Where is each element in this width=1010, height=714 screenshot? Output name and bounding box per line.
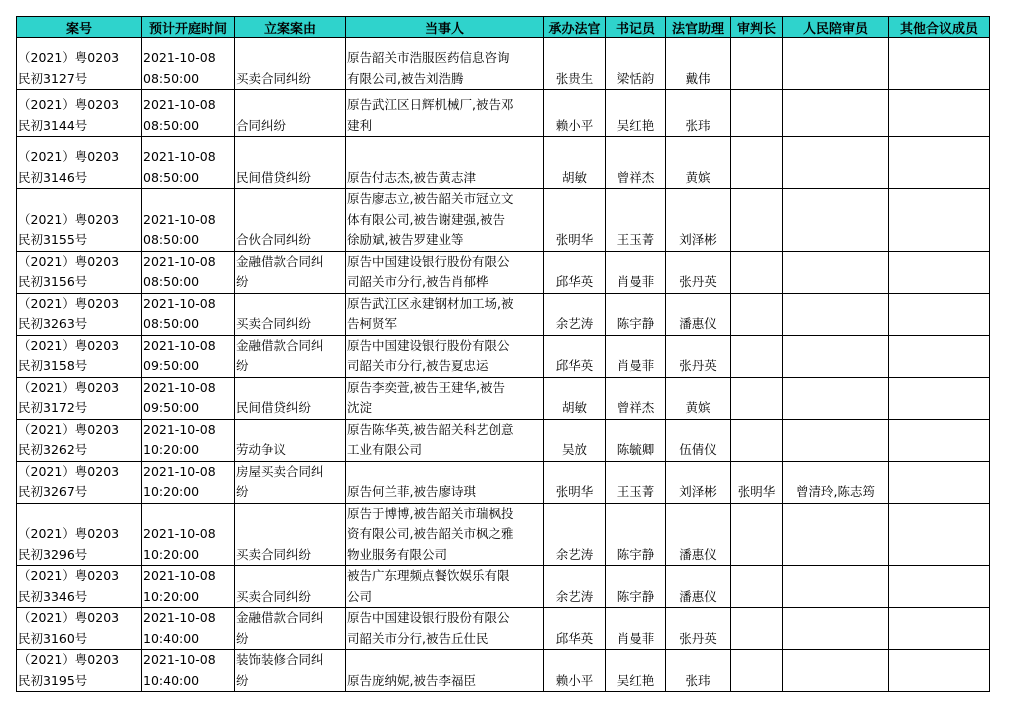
cell-case-no xyxy=(17,377,142,419)
cell-other-members xyxy=(889,650,990,692)
cell-parties-line: 原告何兰菲,被告廖诗琪 xyxy=(347,484,476,499)
cell-assessors xyxy=(783,137,889,189)
cell-hearing-time-line: 2021-10-08 xyxy=(143,337,216,353)
cell-parties xyxy=(346,251,544,293)
cell-case-no xyxy=(17,503,142,566)
cell-cause xyxy=(235,566,346,608)
cell-judge: 胡敏 xyxy=(544,377,606,419)
cell-cause-line: 金融借款合同纠 xyxy=(236,337,324,353)
cell-cause-line: 买卖合同纠纷 xyxy=(236,316,312,331)
cell-judge: 余艺涛 xyxy=(544,293,606,335)
cell-other-members xyxy=(889,293,990,335)
cell-hearing-time-line: 2021-10-08 xyxy=(143,379,216,395)
cell-judge: 张明华 xyxy=(544,461,606,503)
cell-parties xyxy=(346,566,544,608)
cell-judge: 胡敏 xyxy=(544,137,606,189)
cell-case-no-line: （2021）粤0203 xyxy=(18,211,120,227)
cell-assistant: 潘惠仪 xyxy=(666,566,731,608)
cell-hearing-time xyxy=(142,419,235,461)
cell-cause-line: 纷 xyxy=(236,274,249,289)
cell-assessors xyxy=(783,566,889,608)
cell-case-no-line: 民初3267号 xyxy=(18,484,88,499)
cell-case-no-line: 民初3158号 xyxy=(18,358,88,373)
cell-judge: 吴放 xyxy=(544,419,606,461)
cell-hearing-time-line: 2021-10-08 xyxy=(143,526,216,541)
table-row xyxy=(17,608,990,650)
cell-cause-line: 买卖合同纠纷 xyxy=(236,546,312,562)
cell-judge: 邱华英 xyxy=(544,251,606,293)
cell-hearing-time xyxy=(142,335,235,377)
cell-hearing-time xyxy=(142,377,235,419)
cell-hearing-time xyxy=(142,38,235,90)
cell-parties xyxy=(346,419,544,461)
cell-clerk: 曾祥杰 xyxy=(606,137,666,189)
cell-parties-line: 被告广东理频点餐饮娱乐有限 xyxy=(347,568,510,583)
cell-cause xyxy=(235,377,346,419)
cell-cause xyxy=(235,608,346,650)
cell-parties xyxy=(346,503,544,566)
cell-case-no-line: （2021）粤0203 xyxy=(18,379,120,395)
header-assessors: 人民陪审员 xyxy=(783,17,889,38)
cell-parties-line: 司韶关市分行,被告丘仕民 xyxy=(347,630,489,646)
cell-case-no-line: 民初3263号 xyxy=(18,316,88,331)
cell-parties-line: 原告武江区永建钢材加工场,被 xyxy=(347,295,514,311)
cell-judge: 张贵生 xyxy=(544,38,606,90)
cell-case-no xyxy=(17,137,142,189)
cell-parties-line: 物业服务有限公司 xyxy=(347,546,448,562)
cell-presiding-judge xyxy=(731,566,783,608)
cell-hearing-time-line: 2021-10-08 xyxy=(143,568,216,583)
cell-case-no xyxy=(17,566,142,608)
cell-clerk: 陈宇静 xyxy=(606,566,666,608)
cell-clerk: 陈宇静 xyxy=(606,503,666,566)
cell-case-no xyxy=(17,650,142,692)
cell-case-no xyxy=(17,189,142,252)
cell-assistant: 张丹英 xyxy=(666,608,731,650)
cell-hearing-time-line: 2021-10-08 xyxy=(143,652,216,667)
cell-other-members xyxy=(889,251,990,293)
cell-hearing-time-line: 10:20:00 xyxy=(143,546,200,562)
cell-parties-line: 告柯贤军 xyxy=(347,316,398,331)
cell-case-no-line: 民初3262号 xyxy=(18,442,88,457)
cell-cause-line: 纷 xyxy=(236,630,249,646)
cell-hearing-time xyxy=(142,293,235,335)
cell-clerk: 陈宇静 xyxy=(606,293,666,335)
cell-assessors xyxy=(783,251,889,293)
cell-parties-line: 原告陈华英,被告韶关科艺创意 xyxy=(347,421,514,437)
cell-parties-line: 沈淀 xyxy=(347,400,373,415)
cell-cause xyxy=(235,461,346,503)
table-row xyxy=(17,251,990,293)
cell-cause xyxy=(235,90,346,137)
cell-case-no-line: 民初3146号 xyxy=(18,169,88,185)
header-cause: 立案案由 xyxy=(235,17,346,38)
cell-clerk: 肖曼菲 xyxy=(606,608,666,650)
cell-hearing-time-line: 08:50:00 xyxy=(143,70,200,86)
table-row xyxy=(17,293,990,335)
cell-hearing-time-line: 08:50:00 xyxy=(143,117,200,133)
cell-other-members xyxy=(889,38,990,90)
cell-other-members xyxy=(889,608,990,650)
cell-assistant: 刘泽彬 xyxy=(666,189,731,252)
cell-case-no-line: （2021）粤0203 xyxy=(18,97,120,112)
cell-parties xyxy=(346,38,544,90)
cell-hearing-time-line: 10:20:00 xyxy=(143,588,200,604)
cell-case-no-line: （2021）粤0203 xyxy=(18,295,120,311)
cell-hearing-time-line: 2021-10-08 xyxy=(143,421,216,437)
cell-case-no xyxy=(17,335,142,377)
cell-case-no xyxy=(17,90,142,137)
cell-parties-line: 资有限公司,被告韶关市枫之雅 xyxy=(347,526,514,541)
table-row xyxy=(17,377,990,419)
cell-judge: 余艺涛 xyxy=(544,503,606,566)
cell-parties-line: 体有限公司,被告谢建强,被告 xyxy=(347,211,505,227)
cell-assessors xyxy=(783,189,889,252)
cell-clerk: 肖曼菲 xyxy=(606,251,666,293)
cell-presiding-judge: 张明华 xyxy=(731,461,783,503)
cell-hearing-time xyxy=(142,566,235,608)
cell-parties xyxy=(346,189,544,252)
cell-cause xyxy=(235,293,346,335)
cell-other-members xyxy=(889,335,990,377)
cell-presiding-judge xyxy=(731,90,783,137)
cell-hearing-time-line: 2021-10-08 xyxy=(143,211,216,227)
cell-assessors xyxy=(783,377,889,419)
cell-assistant: 潘惠仪 xyxy=(666,503,731,566)
cell-assistant: 戴伟 xyxy=(666,38,731,90)
cell-case-no-line: 民初3160号 xyxy=(18,630,88,646)
cell-assessors xyxy=(783,650,889,692)
cell-parties xyxy=(346,650,544,692)
cell-cause xyxy=(235,503,346,566)
cell-case-no xyxy=(17,419,142,461)
cell-clerk: 王玉菁 xyxy=(606,189,666,252)
cell-parties-line: 工业有限公司 xyxy=(347,442,423,457)
header-row xyxy=(17,17,990,38)
cell-assessors xyxy=(783,419,889,461)
cell-hearing-time-line: 08:50:00 xyxy=(143,169,200,185)
cell-judge: 赖小平 xyxy=(544,650,606,692)
cell-cause-line: 金融借款合同纠 xyxy=(236,253,324,269)
cell-cause xyxy=(235,251,346,293)
cell-presiding-judge xyxy=(731,189,783,252)
cell-cause-line: 劳动争议 xyxy=(236,442,287,457)
header-case-no: 案号 xyxy=(17,17,142,38)
table-row xyxy=(17,335,990,377)
cell-assessors xyxy=(783,38,889,90)
cell-assistant: 张玮 xyxy=(666,650,731,692)
cell-presiding-judge xyxy=(731,293,783,335)
cell-hearing-time-line: 2021-10-08 xyxy=(143,97,216,112)
cell-cause-line: 纷 xyxy=(236,484,249,499)
cell-judge: 赖小平 xyxy=(544,90,606,137)
cell-case-no xyxy=(17,38,142,90)
cell-judge: 邱华英 xyxy=(544,608,606,650)
cell-case-no-line: （2021）粤0203 xyxy=(18,50,120,65)
cell-case-no-line: （2021）粤0203 xyxy=(18,253,120,269)
cell-parties-line: 原告中国建设银行股份有限公 xyxy=(347,253,510,269)
cell-cause-line: 纷 xyxy=(236,672,249,688)
cell-parties-line: 司韶关市分行,被告夏忠运 xyxy=(347,358,489,373)
cell-hearing-time xyxy=(142,503,235,566)
cell-cause xyxy=(235,335,346,377)
table-row xyxy=(17,38,990,90)
cell-case-no-line: 民初3155号 xyxy=(18,232,88,247)
cell-hearing-time xyxy=(142,137,235,189)
cell-parties-line: 原告韶关市浩服医药信息咨询 xyxy=(347,50,510,65)
cell-cause xyxy=(235,137,346,189)
cell-judge: 余艺涛 xyxy=(544,566,606,608)
cell-parties-line: 原告武江区日辉机械厂,被告邓 xyxy=(347,97,514,112)
table-row xyxy=(17,503,990,566)
cell-case-no-line: 民初3127号 xyxy=(18,70,88,86)
cell-case-no-line: （2021）粤0203 xyxy=(18,421,120,437)
cell-hearing-time xyxy=(142,650,235,692)
cell-cause-line: 纷 xyxy=(236,358,249,373)
cell-parties xyxy=(346,335,544,377)
cell-case-no-line: （2021）粤0203 xyxy=(18,610,120,625)
cell-other-members xyxy=(889,377,990,419)
cell-parties-line: 有限公司,被告刘浩腾 xyxy=(347,70,464,86)
cell-presiding-judge xyxy=(731,650,783,692)
cell-clerk: 吴红艳 xyxy=(606,650,666,692)
cell-parties-line: 原告廖志立,被告韶关市冠立文 xyxy=(347,191,514,206)
cell-hearing-time-line: 2021-10-08 xyxy=(143,50,216,65)
table-row xyxy=(17,461,990,503)
cell-assessors xyxy=(783,335,889,377)
cell-hearing-time-line: 09:50:00 xyxy=(143,400,200,415)
cell-case-no xyxy=(17,608,142,650)
cell-case-no-line: 民初3195号 xyxy=(18,672,88,688)
cell-cause-line: 合同纠纷 xyxy=(236,117,287,133)
cell-case-no-line: （2021）粤0203 xyxy=(18,526,120,541)
cell-assistant: 张玮 xyxy=(666,90,731,137)
cell-hearing-time-line: 08:50:00 xyxy=(143,232,200,247)
cell-parties-line: 司韶关市分行,被告肖郁桦 xyxy=(347,274,489,289)
header-clerk: 书记员 xyxy=(606,17,666,38)
cell-cause-line: 房屋买卖合同纠 xyxy=(236,463,324,479)
cell-hearing-time-line: 10:40:00 xyxy=(143,672,200,688)
table-row xyxy=(17,137,990,189)
cell-other-members xyxy=(889,461,990,503)
cell-presiding-judge xyxy=(731,377,783,419)
cell-other-members xyxy=(889,419,990,461)
cell-clerk: 梁恬韵 xyxy=(606,38,666,90)
cell-cause xyxy=(235,38,346,90)
cell-hearing-time-line: 2021-10-08 xyxy=(143,253,216,269)
cell-hearing-time-line: 09:50:00 xyxy=(143,358,200,373)
cell-clerk: 肖曼菲 xyxy=(606,335,666,377)
cell-cause-line: 金融借款合同纠 xyxy=(236,610,324,625)
cell-case-no xyxy=(17,293,142,335)
cell-cause xyxy=(235,650,346,692)
cell-hearing-time-line: 08:50:00 xyxy=(143,274,200,289)
cell-case-no-line: 民初3144号 xyxy=(18,117,88,133)
cell-cause-line: 合伙合同纠纷 xyxy=(236,232,312,247)
header-hearing-time: 预计开庭时间 xyxy=(142,17,235,38)
cell-presiding-judge xyxy=(731,419,783,461)
cell-cause-line: 买卖合同纠纷 xyxy=(236,588,312,604)
cell-assessors xyxy=(783,293,889,335)
cell-cause-line: 买卖合同纠纷 xyxy=(236,70,312,86)
cell-hearing-time-line: 2021-10-08 xyxy=(143,610,216,625)
cell-assistant: 潘惠仪 xyxy=(666,293,731,335)
cell-judge: 张明华 xyxy=(544,189,606,252)
schedule-table xyxy=(16,16,990,692)
table-row xyxy=(17,419,990,461)
cell-case-no xyxy=(17,251,142,293)
cell-assistant: 刘泽彬 xyxy=(666,461,731,503)
cell-parties-line: 建利 xyxy=(347,117,373,133)
cell-assistant: 伍倩仪 xyxy=(666,419,731,461)
cell-presiding-judge xyxy=(731,137,783,189)
cell-cause xyxy=(235,419,346,461)
cell-case-no-line: 民初3172号 xyxy=(18,400,88,415)
table-row xyxy=(17,566,990,608)
cell-parties-line: 公司 xyxy=(347,588,373,604)
cell-assistant: 张丹英 xyxy=(666,335,731,377)
cell-presiding-judge xyxy=(731,503,783,566)
cell-case-no-line: （2021）粤0203 xyxy=(18,463,120,479)
cell-hearing-time-line: 10:20:00 xyxy=(143,484,200,499)
cell-cause-line: 民间借贷纠纷 xyxy=(236,169,312,185)
header-judge: 承办法官 xyxy=(544,17,606,38)
cell-other-members xyxy=(889,137,990,189)
cell-parties-line: 徐励斌,被告罗建业等 xyxy=(347,232,464,247)
cell-parties xyxy=(346,608,544,650)
cell-parties-line: 原告于博博,被告韶关市瑞枫投 xyxy=(347,505,514,521)
cell-assessors xyxy=(783,90,889,137)
cell-hearing-time xyxy=(142,461,235,503)
cell-parties-line: 原告李奕萱,被告王建华,被告 xyxy=(347,379,505,395)
cell-presiding-judge xyxy=(731,251,783,293)
cell-parties-line: 原告中国建设银行股份有限公 xyxy=(347,610,510,625)
cell-assistant: 黄嫔 xyxy=(666,137,731,189)
cell-case-no-line: （2021）粤0203 xyxy=(18,568,120,583)
cell-other-members xyxy=(889,189,990,252)
cell-assistant: 黄嫔 xyxy=(666,377,731,419)
table-row xyxy=(17,90,990,137)
cell-hearing-time xyxy=(142,251,235,293)
cell-hearing-time-line: 10:40:00 xyxy=(143,630,200,646)
cell-hearing-time-line: 2021-10-08 xyxy=(143,295,216,311)
cell-cause xyxy=(235,189,346,252)
cell-parties xyxy=(346,293,544,335)
table-body xyxy=(17,38,990,692)
cell-case-no-line: 民初3346号 xyxy=(18,588,88,604)
header-assistant: 法官助理 xyxy=(666,17,731,38)
cell-clerk: 曾祥杰 xyxy=(606,377,666,419)
cell-hearing-time-line: 2021-10-08 xyxy=(143,149,216,164)
cell-assessors xyxy=(783,503,889,566)
cell-case-no-line: （2021）粤0203 xyxy=(18,149,120,164)
cell-other-members xyxy=(889,566,990,608)
cell-presiding-judge xyxy=(731,608,783,650)
header-parties: 当事人 xyxy=(346,17,544,38)
cell-case-no-line: （2021）粤0203 xyxy=(18,652,120,667)
cell-assessors: 曾清玲,陈志筠 xyxy=(783,461,889,503)
cell-parties xyxy=(346,90,544,137)
table-row xyxy=(17,650,990,692)
cell-hearing-time-line: 10:20:00 xyxy=(143,442,200,457)
cell-hearing-time xyxy=(142,90,235,137)
cell-case-no-line: 民初3296号 xyxy=(18,546,88,562)
cell-cause-line: 民间借贷纠纷 xyxy=(236,400,312,415)
cell-clerk: 王玉菁 xyxy=(606,461,666,503)
cell-parties xyxy=(346,137,544,189)
cell-other-members xyxy=(889,503,990,566)
cell-presiding-judge xyxy=(731,335,783,377)
cell-hearing-time xyxy=(142,608,235,650)
header-presiding-judge: 审判长 xyxy=(731,17,783,38)
cell-parties xyxy=(346,461,544,503)
cell-parties xyxy=(346,377,544,419)
cell-presiding-judge xyxy=(731,38,783,90)
cell-hearing-time-line: 2021-10-08 xyxy=(143,463,216,479)
cell-assessors xyxy=(783,608,889,650)
cell-clerk: 陈毓卿 xyxy=(606,419,666,461)
cell-hearing-time-line: 08:50:00 xyxy=(143,316,200,331)
cell-cause-line: 装饰装修合同纠 xyxy=(236,652,324,667)
cell-clerk: 吴红艳 xyxy=(606,90,666,137)
cell-parties-line: 原告庞纳妮,被告李福臣 xyxy=(347,672,476,688)
cell-judge: 邱华英 xyxy=(544,335,606,377)
table-row xyxy=(17,189,990,252)
cell-other-members xyxy=(889,90,990,137)
cell-case-no xyxy=(17,461,142,503)
cell-parties-line: 原告中国建设银行股份有限公 xyxy=(347,337,510,353)
cell-assistant: 张丹英 xyxy=(666,251,731,293)
cell-parties-line: 原告付志杰,被告黄志津 xyxy=(347,169,476,185)
cell-case-no-line: （2021）粤0203 xyxy=(18,337,120,353)
cell-hearing-time xyxy=(142,189,235,252)
cell-case-no-line: 民初3156号 xyxy=(18,274,88,289)
header-other-members: 其他合议成员 xyxy=(889,17,990,38)
